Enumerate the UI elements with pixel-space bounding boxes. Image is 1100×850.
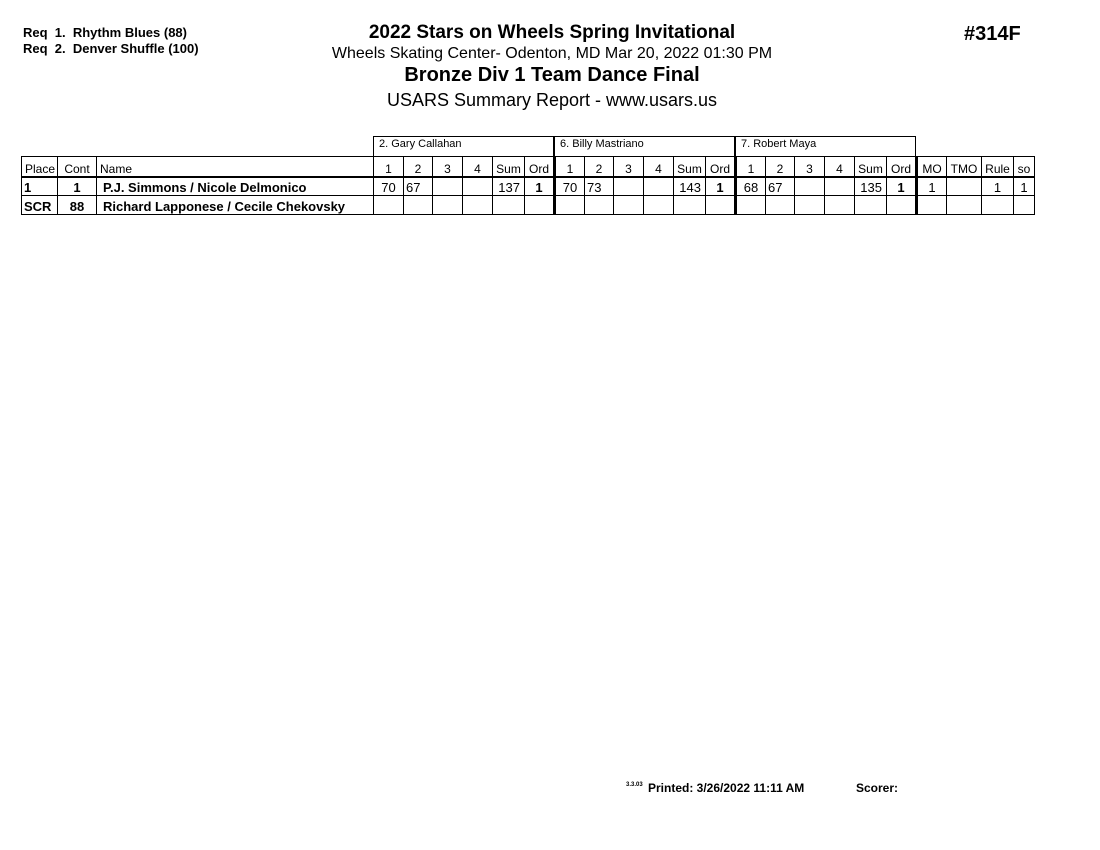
report-subtitle: USARS Summary Report - www.usars.us (386, 90, 718, 110)
tmo-cell (947, 196, 982, 215)
mo-cell (917, 196, 947, 215)
col-rule: Rule (982, 157, 1014, 177)
score-cell (825, 177, 855, 196)
ord-cell (887, 196, 917, 215)
col-j2-mark-2: 2 (585, 157, 614, 177)
rule-cell (982, 196, 1014, 215)
so-cell (1014, 196, 1035, 215)
rule-cell: 1 (982, 177, 1014, 196)
sum-cell (855, 196, 887, 215)
judge-header-1: 2. Gary Callahan (373, 136, 554, 156)
ord-cell: 1 (525, 177, 555, 196)
requirement-1: Req 1. Rhythm Blues (88) (23, 25, 187, 40)
judge-header-2: 6. Billy Mastriano (554, 136, 735, 156)
table-row (22, 177, 1035, 196)
score-cell (825, 196, 855, 215)
sum-cell: 137 (493, 177, 525, 196)
score-cell (463, 196, 493, 215)
col-j3-sum: Sum (855, 157, 887, 177)
place-cell: SCR (22, 196, 58, 215)
col-j1-mark-1: 1 (374, 157, 404, 177)
score-cell (555, 196, 585, 215)
score-cell (404, 196, 433, 215)
judge-header-3: 7. Robert Maya (735, 136, 916, 156)
col-j2-mark-3: 3 (614, 157, 644, 177)
score-cell (736, 196, 766, 215)
score-cell: 67 (404, 177, 433, 196)
score-cell (614, 177, 644, 196)
col-j2-sum: Sum (674, 157, 706, 177)
competition-title: 2022 Stars on Wheels Spring Invitational (368, 22, 736, 43)
score-cell (644, 177, 674, 196)
score-cell (585, 196, 614, 215)
col-j2-ord: Ord (706, 157, 736, 177)
col-j1-sum: Sum (493, 157, 525, 177)
score-cell (766, 196, 795, 215)
venue-date-line: Wheels Skating Center- Odenton, MD Mar 20, 2022 01:30 PM (331, 45, 773, 62)
sum-cell (674, 196, 706, 215)
ord-cell: 1 (887, 177, 917, 196)
col-j3-mark-4: 4 (825, 157, 855, 177)
so-cell: 1 (1014, 177, 1035, 196)
col-j3-ord: Ord (887, 157, 917, 177)
col-j1-mark-3: 3 (433, 157, 463, 177)
scorer-label: Scorer: (856, 781, 899, 795)
name-cell: P.J. Simmons / Nicole Delmonico (97, 177, 374, 196)
col-j2-mark-4: 4 (644, 157, 674, 177)
requirement-2: Req 2. Denver Shuffle (100) (23, 41, 199, 56)
score-cell (614, 196, 644, 215)
score-cell: 68 (736, 177, 766, 196)
score-cell (463, 177, 493, 196)
ord-cell: 1 (706, 177, 736, 196)
software-version: 3.3.03 (626, 782, 643, 788)
column-header-row (22, 157, 1035, 177)
place-cell: 1 (22, 177, 58, 196)
score-cell: 70 (374, 177, 404, 196)
col-j3-mark-2: 2 (766, 157, 795, 177)
score-cell (644, 196, 674, 215)
mo-cell: 1 (917, 177, 947, 196)
printed-timestamp: Printed: 3/26/2022 11:11 AM (648, 781, 805, 795)
col-tmo: TMO (947, 157, 982, 177)
score-cell: 70 (555, 177, 585, 196)
col-j1-ord: Ord (525, 157, 555, 177)
ord-cell (525, 196, 555, 215)
sum-cell (493, 196, 525, 215)
score-cell: 67 (766, 177, 795, 196)
col-j3-mark-1: 1 (736, 157, 766, 177)
ord-cell (706, 196, 736, 215)
cont-cell: 1 (58, 177, 97, 196)
col-so: so (1014, 157, 1035, 177)
results-table (21, 156, 1035, 215)
sum-cell: 135 (855, 177, 887, 196)
score-cell: 73 (585, 177, 614, 196)
col-j1-mark-4: 4 (463, 157, 493, 177)
sum-cell: 143 (674, 177, 706, 196)
name-cell: Richard Lapponese / Cecile Chekovsky (97, 196, 374, 215)
cont-cell: 88 (58, 196, 97, 215)
col-j1-mark-2: 2 (404, 157, 433, 177)
event-title: Bronze Div 1 Team Dance Final (404, 64, 700, 86)
score-cell (433, 196, 463, 215)
col-j2-mark-1: 1 (555, 157, 585, 177)
col-j3-mark-3: 3 (795, 157, 825, 177)
col-mo: MO (917, 157, 947, 177)
col-cont: Cont (58, 157, 97, 177)
score-cell (374, 196, 404, 215)
event-code: #314F (964, 23, 1021, 45)
col-name: Name (97, 157, 374, 177)
score-cell (795, 177, 825, 196)
table-row (22, 196, 1035, 215)
score-cell (795, 196, 825, 215)
tmo-cell (947, 177, 982, 196)
col-place: Place (22, 157, 58, 177)
score-cell (433, 177, 463, 196)
